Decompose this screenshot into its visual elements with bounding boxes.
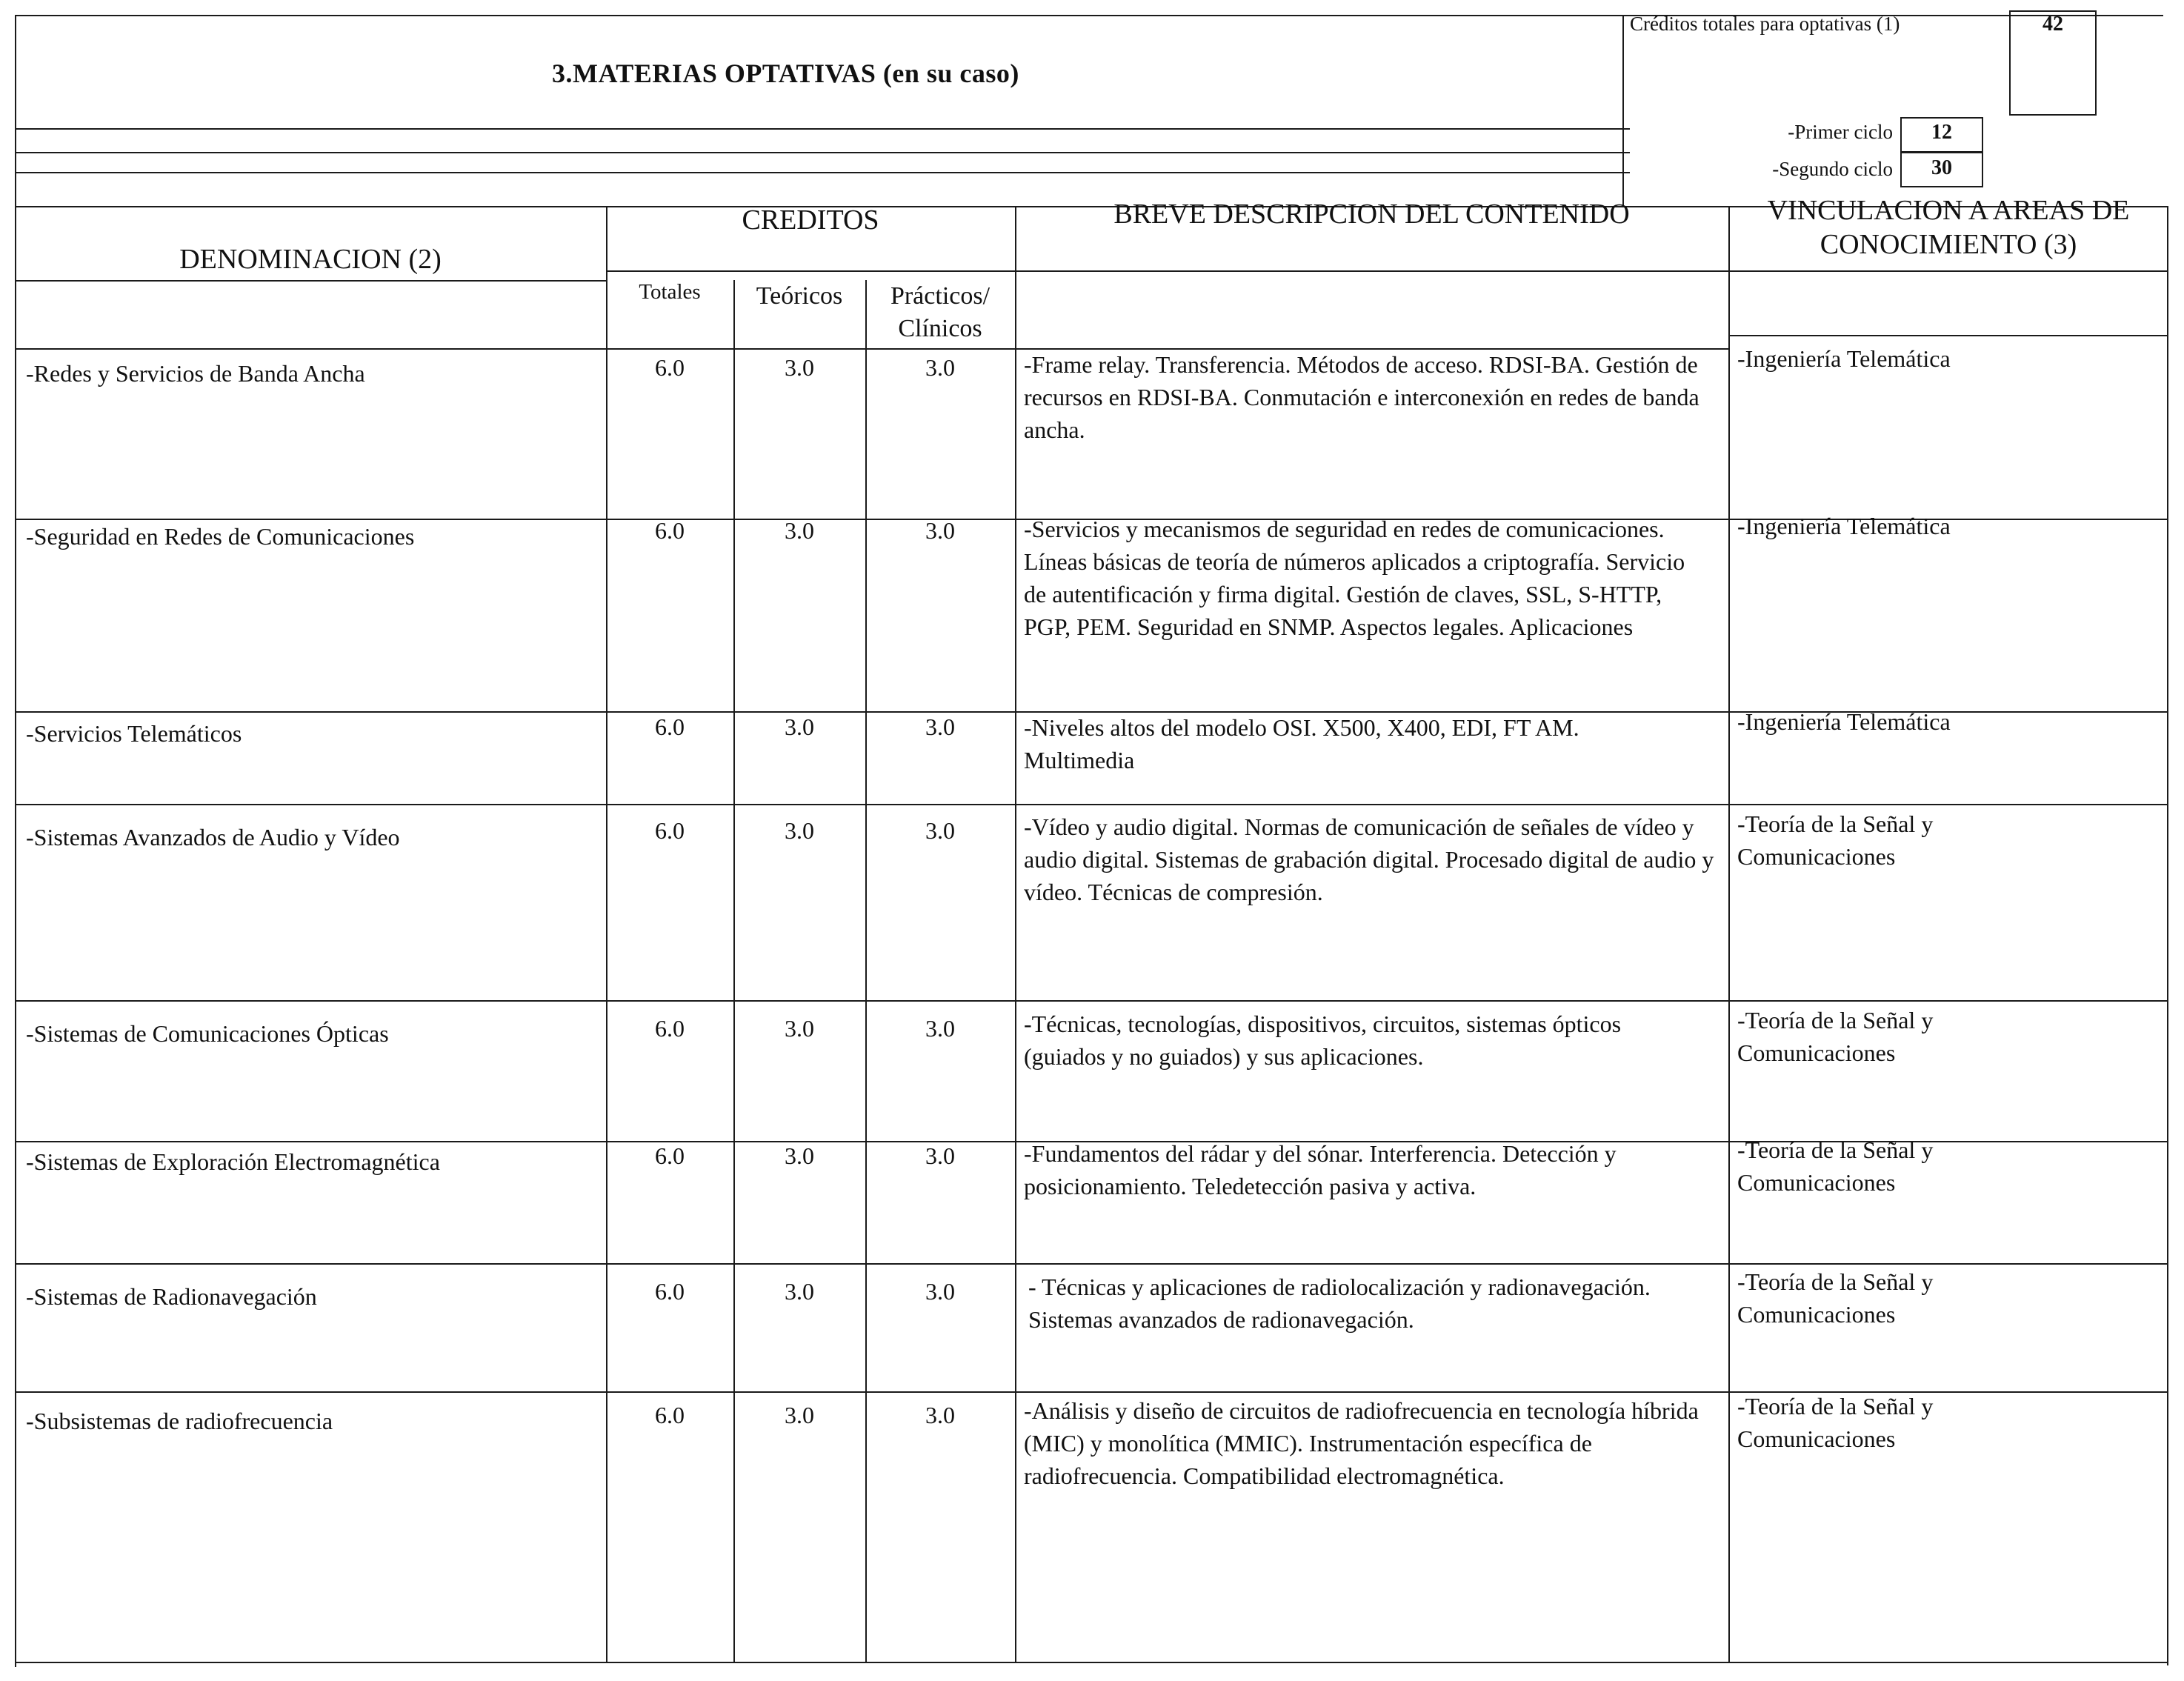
row-8-practicos: 3.0 bbox=[925, 1402, 955, 1428]
row-2-descripcion: -Servicios y mecanismos de seguridad en redes de comunicaciones. Líneas básicas de teoría de números aplicados a criptografía. Servicio de autentificación y firma digital. Gestión de claves, SSL, S-HTTP, PGP, PEM. Seguridad en SNMP. Aspectos legales. Aplicaciones bbox=[1024, 516, 1685, 640]
row-6-teoricos: 3.0 bbox=[785, 1142, 814, 1169]
section-title: 3.MATERIAS OPTATIVAS (en su caso) bbox=[552, 59, 1019, 88]
row-5-descripcion: -Técnicas, tecnologías, dispositivos, circuitos, sistemas ópticos (guiados y no guiados) y sus aplicaciones. bbox=[1024, 1011, 1622, 1070]
row-3-name: -Servicios Telemáticos bbox=[26, 720, 242, 747]
row-2-area: -Ingeniería Telemática bbox=[1737, 513, 1951, 539]
row-7-descripcion: - Técnicas y aplicaciones de radiolocalización y radionavegación. Sistemas avanzados de radionavegación. bbox=[1028, 1274, 1651, 1333]
row-2-name: -Seguridad en Redes de Comunicaciones bbox=[26, 523, 415, 550]
row-3-descripcion: -Niveles altos del modelo OSI. X500, X400, EDI, FT AM. Multimedia bbox=[1024, 714, 1579, 773]
row-4-area: -Teoría de la Señal y Comunicaciones bbox=[1737, 810, 1934, 870]
row-5-totales: 6.0 bbox=[655, 1015, 685, 1042]
col-practicos: Prácticos/ Clínicos bbox=[890, 282, 991, 342]
row-4-name: -Sistemas Avanzados de Audio y Vídeo bbox=[26, 824, 400, 851]
col-totales: Totales bbox=[639, 280, 701, 304]
row-6-name: -Sistemas de Exploración Electromagnética bbox=[26, 1148, 440, 1175]
col-denominacion: DENOMINACION (2) bbox=[179, 244, 442, 275]
row-5-name: -Sistemas de Comunicaciones Ópticas bbox=[26, 1020, 389, 1047]
row-8-area: -Teoría de la Señal y Comunicaciones bbox=[1737, 1393, 1934, 1452]
row-8-descripcion: -Análisis y diseño de circuitos de radiofrecuencia en tecnología híbrida (MIC) y monolítica (MMIC). Instrumentación específica de radiofrecuencia. Compatibilidad electromagnética. bbox=[1024, 1397, 1699, 1489]
row-4-descripcion: -Vídeo y audio digital. Normas de comunicación de señales de vídeo y audio digital. Sistemas de grabación digital. Procesado digital de audio y vídeo. Técnicas de compresión. bbox=[1024, 813, 1714, 905]
row-7-name: -Sistemas de Radionavegación bbox=[26, 1283, 317, 1310]
row-6-practicos: 3.0 bbox=[925, 1142, 955, 1169]
row-2-totales: 6.0 bbox=[655, 517, 685, 544]
row-7-practicos: 3.0 bbox=[925, 1278, 955, 1305]
row-8-name: -Subsistemas de radiofrecuencia bbox=[26, 1408, 333, 1434]
row-2-practicos: 3.0 bbox=[925, 517, 955, 544]
primer-ciclo-label: -Primer ciclo bbox=[1788, 121, 1893, 143]
row-6-area: -Teoría de la Señal y Comunicaciones bbox=[1737, 1136, 1934, 1196]
row-4-totales: 6.0 bbox=[655, 817, 685, 844]
row-1-totales: 6.0 bbox=[655, 354, 685, 381]
segundo-ciclo-value: 30 bbox=[1931, 156, 1952, 179]
row-1-teoricos: 3.0 bbox=[785, 354, 814, 381]
row-3-area: -Ingeniería Telemática bbox=[1737, 708, 1951, 735]
row-5-area: -Teoría de la Señal y Comunicaciones bbox=[1737, 1007, 1934, 1066]
row-1-name: -Redes y Servicios de Banda Ancha bbox=[26, 360, 365, 387]
row-5-practicos: 3.0 bbox=[925, 1015, 955, 1042]
row-6-descripcion: -Fundamentos del rádar y del sónar. Interferencia. Detección y posicionamiento. Teledetección pasiva y activa. bbox=[1024, 1140, 1617, 1199]
row-7-area: -Teoría de la Señal y Comunicaciones bbox=[1737, 1268, 1934, 1328]
row-8-totales: 6.0 bbox=[655, 1402, 685, 1428]
total-credits-value: 42 bbox=[2042, 13, 2063, 36]
col-creditos: CREDITOS bbox=[742, 204, 879, 236]
row-6-totales: 6.0 bbox=[655, 1142, 685, 1169]
row-4-practicos: 3.0 bbox=[925, 817, 955, 844]
row-3-totales: 6.0 bbox=[655, 713, 685, 740]
row-3-practicos: 3.0 bbox=[925, 713, 955, 740]
segundo-ciclo-label: -Segundo ciclo bbox=[1772, 158, 1893, 180]
row-2-teoricos: 3.0 bbox=[785, 517, 814, 544]
row-7-teoricos: 3.0 bbox=[785, 1278, 814, 1305]
row-7-totales: 6.0 bbox=[655, 1278, 685, 1305]
row-1-area: -Ingeniería Telemática bbox=[1737, 345, 1951, 372]
primer-ciclo-value: 12 bbox=[1931, 121, 1952, 144]
row-1-descripcion: -Frame relay. Transferencia. Métodos de acceso. RDSI-BA. Gestión de recursos en RDSI-BA. Conmutación e interconexión en redes de banda ancha. bbox=[1024, 351, 1699, 443]
row-8-teoricos: 3.0 bbox=[785, 1402, 814, 1428]
row-1-practicos: 3.0 bbox=[925, 354, 955, 381]
col-vinculacion: VINCULACION A AREAS DE CONOCIMIENTO (3) bbox=[1767, 195, 2130, 260]
row-5-teoricos: 3.0 bbox=[785, 1015, 814, 1042]
col-teoricos: Teóricos bbox=[756, 282, 843, 310]
total-credits-label: Créditos totales para optativas (1) bbox=[1630, 13, 1900, 35]
col-descripcion: BREVE DESCRIPCION DEL CONTENIDO bbox=[1113, 199, 1630, 230]
row-3-teoricos: 3.0 bbox=[785, 713, 814, 740]
row-4-teoricos: 3.0 bbox=[785, 817, 814, 844]
